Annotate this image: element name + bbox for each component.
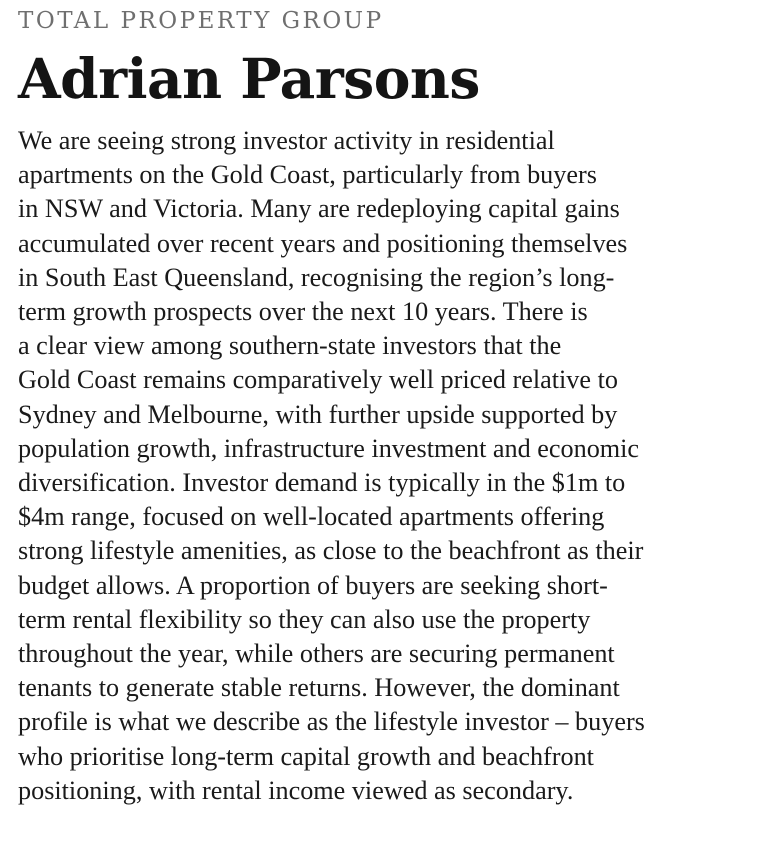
body-line: tenants to generate stable returns. However, the dominant bbox=[18, 673, 620, 703]
body-line: budget allows. A proportion of buyers are seeking short- bbox=[18, 570, 608, 600]
body-line: profile is what we describe as the lifestyle investor – buyers bbox=[18, 707, 645, 737]
body-line: positioning, with rental income viewed as secondary. bbox=[18, 775, 574, 805]
body-line: Gold Coast remains comparatively well priced relative to bbox=[18, 365, 618, 395]
body-line: in NSW and Victoria. Many are redeploying capital gains bbox=[18, 194, 620, 224]
body-line: a clear view among southern-state investors that the bbox=[18, 331, 562, 361]
body-line: Sydney and Melbourne, with further upside supported by bbox=[18, 399, 618, 429]
body-line: term growth prospects over the next 10 years. There is bbox=[18, 297, 588, 327]
article-body bbox=[18, 124, 752, 808]
article bbox=[18, 0, 752, 808]
body-line: who prioritise long-term capital growth and beachfront bbox=[18, 741, 594, 771]
article-headline: Adrian Parsons bbox=[18, 46, 480, 111]
body-line: population growth, infrastructure investment and economic bbox=[18, 433, 640, 463]
body-line: accumulated over recent years and positioning themselves bbox=[18, 228, 628, 258]
article-kicker: TOTAL PROPERTY GROUP bbox=[18, 8, 384, 34]
body-line: We are seeing strong investor activity in residential bbox=[18, 126, 555, 155]
body-line: in South East Queensland, recognising the region’s long- bbox=[18, 262, 615, 292]
body-line: diversification. Investor demand is typically in the $1m to bbox=[18, 468, 626, 498]
body-line: strong lifestyle amenities, as close to the beachfront as their bbox=[18, 536, 644, 566]
body-line: term rental flexibility so they can also use the property bbox=[18, 604, 591, 634]
body-line: apartments on the Gold Coast, particularly from buyers bbox=[18, 160, 597, 190]
body-line: throughout the year, while others are securing permanent bbox=[18, 639, 615, 669]
body-line: $4m range, focused on well-located apartments offering bbox=[18, 502, 605, 532]
